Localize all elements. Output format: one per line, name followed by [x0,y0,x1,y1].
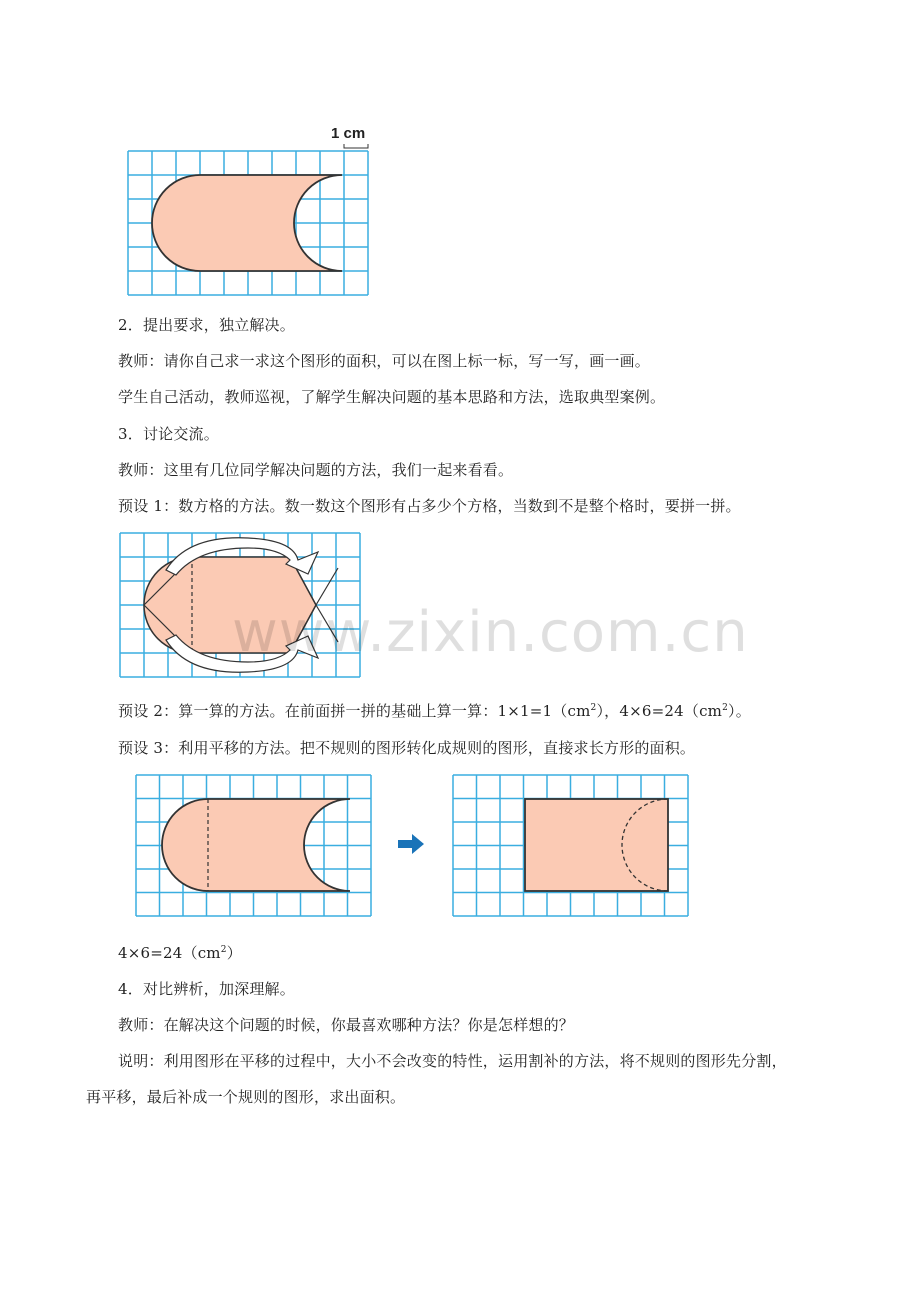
preset2-line [118,700,751,721]
rectangle-shape [525,799,668,891]
watermark: www.zixin.com.cn [232,600,749,665]
preset3-line: 预设 3：利用平移的方法。把不规则的图形转化成规则的图形，直接求长方形的面积。 [118,739,696,757]
explain-line-2: 再平移，最后补成一个规则的图形，求出面积。 [86,1088,406,1106]
formula-text-a: 4×6=24（cm [118,944,221,962]
formula-sup: 2 [220,945,227,955]
figure-grid-shape [120,118,380,300]
figure-translate-after [451,771,695,919]
figure-translate-before [134,771,378,919]
step2-line: 2．提出要求，独立解决。 [118,316,295,334]
formula-line [118,942,242,963]
right-arrow-icon [398,834,424,854]
step3-line: 3．讨论交流。 [118,425,219,443]
preset2-text-a: 预设 2：算一算的方法。在前面拼一拼的基础上算一算：1×1=1（cm [118,702,591,720]
teacher-line-2: 教师：这里有几位同学解决问题的方法，我们一起来看看。 [118,461,514,479]
student-activity-line: 学生自己活动，教师巡视，了解学生解决问题的基本思路和方法，选取典型案例。 [118,388,666,406]
preset2-sup-1: 2 [590,703,597,713]
scale-label: 1 cm [331,125,366,142]
explain-line-1: 说明：利用图形在平移的过程中，大小不会改变的特性，运用割补的方法，将不规则的图形先分割， [118,1052,787,1070]
scale-bracket [344,144,368,148]
teacher-line-1: 教师：请你自己求一求这个图形的面积，可以在图上标一标，写一写，画一画。 [118,352,651,370]
teacher-line-3: 教师：在解决这个问题的时候，你最喜欢哪种方法？你是怎样想的？ [118,1016,575,1034]
preset2-text-c: ）。 [728,702,751,720]
formula-text-b: ） [226,944,242,962]
preset1-line: 预设 1：数方格的方法。数一数这个图形有占多少个方格，当数到不是整个格时，要拼一拼。 [118,497,741,515]
preset2-sup-2: 2 [722,703,729,713]
preset2-text-b: ），4×6=24（cm [596,702,723,720]
step4-line: 4．对比辨析，加深理解。 [118,980,295,998]
